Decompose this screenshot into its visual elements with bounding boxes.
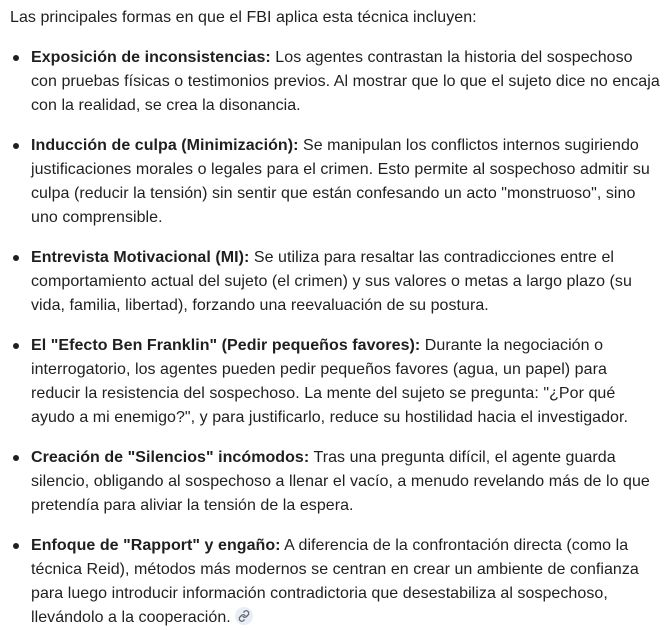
list-item [10,446,660,518]
techniques-list [10,46,660,630]
item-title: Inducción de culpa (Minimización): [31,137,299,154]
item-text: Durante la negociación o interrogatorio, los agentes pueden pedir pequeños favores (agua, un papel) para reducir la resistencia del sospechoso. La mente del sujeto se pregunta: "¿Por qué ayudo a mi enemigo?", y para justificarlo, reduce su hostilidad hacia el investigador. [31,337,628,426]
item-title: Enfoque de "Rapport" y engaño: [31,537,281,554]
item-title: Creación de "Silencios" incómodos: [31,449,310,466]
item-text: A diferencia de la confrontación directa (como la técnica Reid), métodos más modernos se centran en crear un ambiente de confianza para luego introducir información contradictoria que desestabiliza al sospechoso, llevándolo a la cooperación. [31,537,639,626]
list-item [10,134,660,230]
intro-paragraph: Las principales formas en que el FBI aplica esta técnica incluyen: [10,9,477,26]
item-text: Se utiliza para resaltar las contradicciones entre el comportamiento actual del sujeto (el crimen) y sus valores o metas a largo plazo (su vida, familia, libertad), forzando una reevaluación de su postura. [31,249,632,314]
list-item [10,246,660,318]
item-title: Exposición de inconsistencias: [31,49,271,66]
item-title: El "Efecto Ben Franklin" (Pedir pequeños favores): [31,337,421,354]
list-item [10,46,660,118]
item-text: Tras una pregunta difícil, el agente guarda silencio, obligando al sospechoso a llenar el vacío, a menudo revelando más de lo que pretendía para aliviar la tensión de la espera. [31,449,650,514]
item-text: Se manipulan los conflictos internos sugiriendo justificaciones morales o legales para el crimen. Esto permite al sospechoso admitir su culpa (reducir la tensión) sin sentir que están confesando un acto "monstruoso", sino uno comprensible. [31,137,650,226]
item-title: Entrevista Motivacional (MI): [31,249,250,266]
list-item [10,334,660,430]
item-text: Los agentes contrastan la historia del sospechoso con pruebas físicas o testimonios previos. Al mostrar que lo que el sujeto dice no encaja con la realidad, se crea la disonancia. [31,49,660,114]
